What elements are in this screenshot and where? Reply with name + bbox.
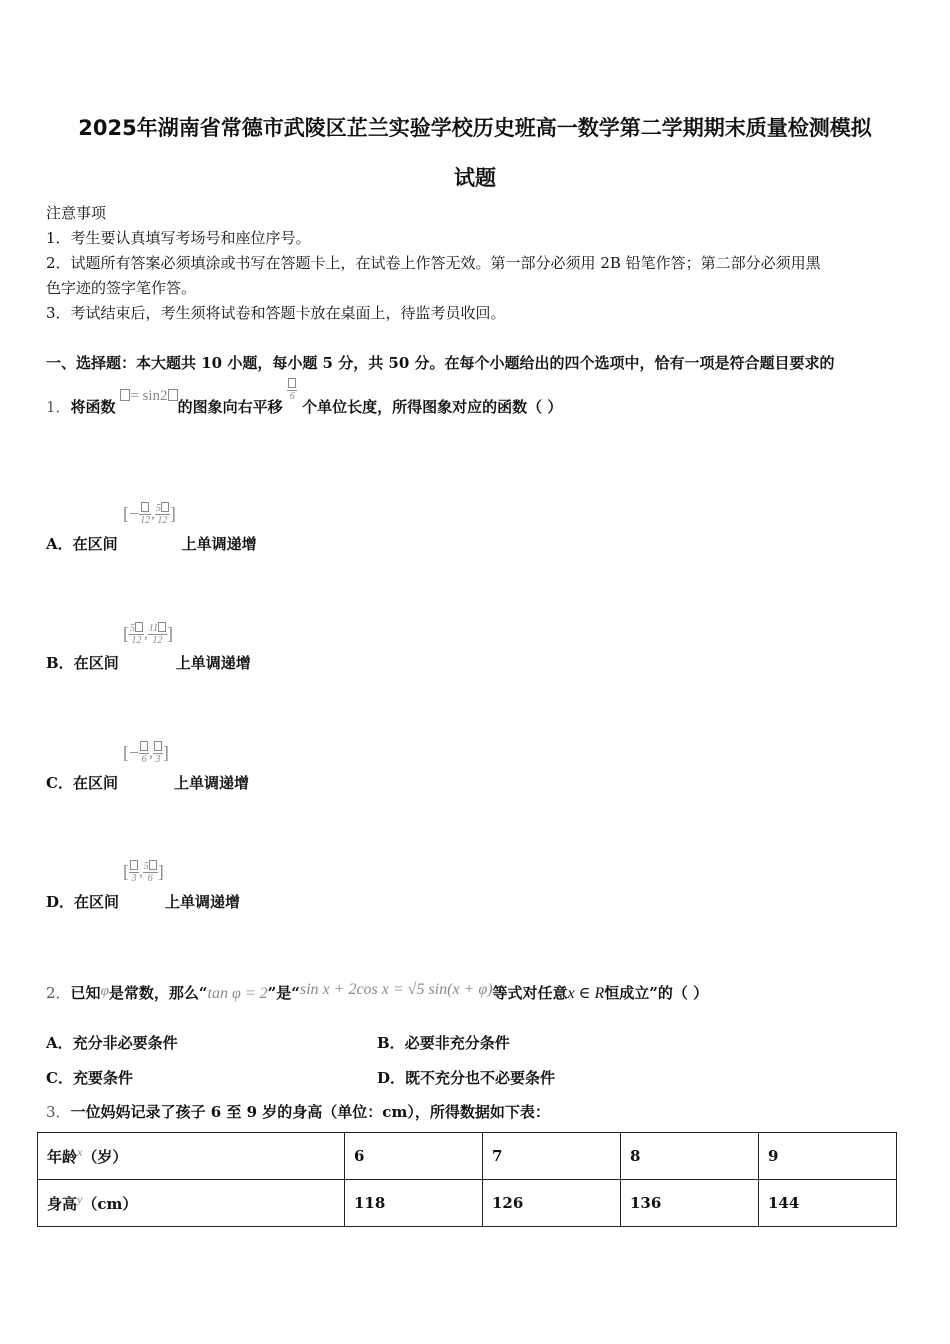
- notes-heading: 注意事项: [46, 204, 107, 222]
- table-cell-label: 身高$^y$（cm）: [38, 1180, 345, 1227]
- q3-data-table: [37, 1132, 897, 1227]
- table-row: [38, 1180, 897, 1227]
- section-1-heading: 一、选择题：本大题共 10 小题，每小题 5 分，共 50 分。在每个小题给出的四个选项中，恰有一项是符合题目要求的: [46, 354, 835, 372]
- q2-condition: tan φ = 2: [207, 985, 268, 1002]
- q1-option-d-interval: [ 3 , $\frac{5}{6}$ ]: [123, 861, 164, 884]
- q1-text-b: 的图象向右平移: [177, 398, 283, 416]
- q1-formula: = sin2: [130, 388, 168, 404]
- table-cell: 7: [483, 1133, 621, 1180]
- x-placeholder-icon: [168, 389, 178, 401]
- omega-placeholder-icon: [120, 389, 130, 401]
- pi-placeholder-icon: [158, 622, 166, 632]
- q1-shift-fraction: [287, 378, 297, 402]
- q2-number: 2．: [46, 984, 71, 1002]
- q1-text-c: 个单位长度，所得图象对应的函数（ ）: [302, 398, 563, 416]
- notes-item-2-cont: 色字迹的签字笔作答。: [46, 279, 197, 297]
- pi-placeholder-icon: [288, 378, 296, 388]
- table-cell: 6: [345, 1133, 483, 1180]
- q1-shift-den: 6: [289, 391, 295, 402]
- table-cell: 8: [621, 1133, 759, 1180]
- table-cell: 126: [483, 1180, 621, 1227]
- q2-identity: sin x + 2cos x = √5 sin(x + φ): [299, 981, 493, 998]
- q1-option-b[interactable]: B．在区间 上单调递增: [46, 654, 251, 672]
- table-cell: 144: [759, 1180, 897, 1227]
- table-cell: 118: [345, 1180, 483, 1227]
- table-cell: 136: [621, 1180, 759, 1227]
- pi-placeholder-icon: [154, 741, 162, 751]
- table-cell: 9: [759, 1133, 897, 1180]
- q1-number: 1．: [46, 398, 71, 416]
- pi-placeholder-icon: [141, 502, 149, 512]
- q1-option-d[interactable]: D．在区间 上单调递增: [46, 893, 241, 911]
- pi-placeholder-icon: [135, 622, 143, 632]
- q1-function: [120, 386, 177, 404]
- pi-placeholder-icon: [149, 860, 157, 870]
- q3-text: 一位妈妈记录了孩子 6 至 9 岁的身高（单位：cm），所得数据如下表：: [70, 1103, 550, 1121]
- paper-title-line2: 试题: [454, 166, 496, 190]
- q2-option-a[interactable]: A．充分非必要条件: [46, 1034, 178, 1052]
- q2-option-c[interactable]: C．充要条件: [46, 1069, 133, 1087]
- paper-title-line1: 2025年湖南省常德市武陵区芷兰实验学校历史班高一数学第二学期期末质量检测模拟: [78, 116, 872, 140]
- notes-item-3: 3．考试结束后，考生须将试卷和答题卡放在桌面上，待监考员收回。: [46, 304, 506, 322]
- notes-item-1: 1．考生要认真填写考场号和座位序号。: [46, 229, 311, 247]
- q3-number: 3．: [46, 1103, 71, 1121]
- q1-option-a-interval: [− 12 , $\frac{5}{12}$ ]: [123, 503, 176, 526]
- q1-option-c[interactable]: C．在区间 上单调递增: [46, 774, 249, 792]
- pi-placeholder-icon: [130, 860, 138, 870]
- q2-option-b[interactable]: B．必要非充分条件: [377, 1034, 510, 1052]
- table-row: [38, 1133, 897, 1180]
- pi-placeholder-icon: [161, 502, 169, 512]
- question-2: 2．已知φ是常数，那么“tan φ = 2”是“sin x + 2cos x = √5 sin(x + φ)等式对任意x ∈ R恒成立”的（ ）: [46, 981, 709, 1002]
- notes-item-2: 2．试题所有答案必须填涂或书写在答题卡上，在试卷上作答无效。第一部分必须用 2B 铅笔作答；第二部分必须用黑: [46, 254, 821, 272]
- q2-option-d[interactable]: D．既不充分也不必要条件: [377, 1069, 556, 1087]
- q1-option-c-interval: [− 6 , 3 ]: [123, 742, 169, 765]
- question-3: [46, 1101, 550, 1122]
- pi-placeholder-icon: [140, 741, 148, 751]
- q2-domain: x ∈ R: [567, 985, 605, 1002]
- q1-option-a[interactable]: A．在区间 上单调递增: [46, 535, 257, 553]
- q1-text-a: 将函数: [70, 398, 116, 416]
- table-cell-label: 年龄$^x$（岁）: [38, 1133, 345, 1180]
- question-1: [46, 388, 563, 420]
- q1-option-b-interval: [ $\frac{5}{12}$ , $\frac{11}{12}$ ]: [123, 623, 174, 646]
